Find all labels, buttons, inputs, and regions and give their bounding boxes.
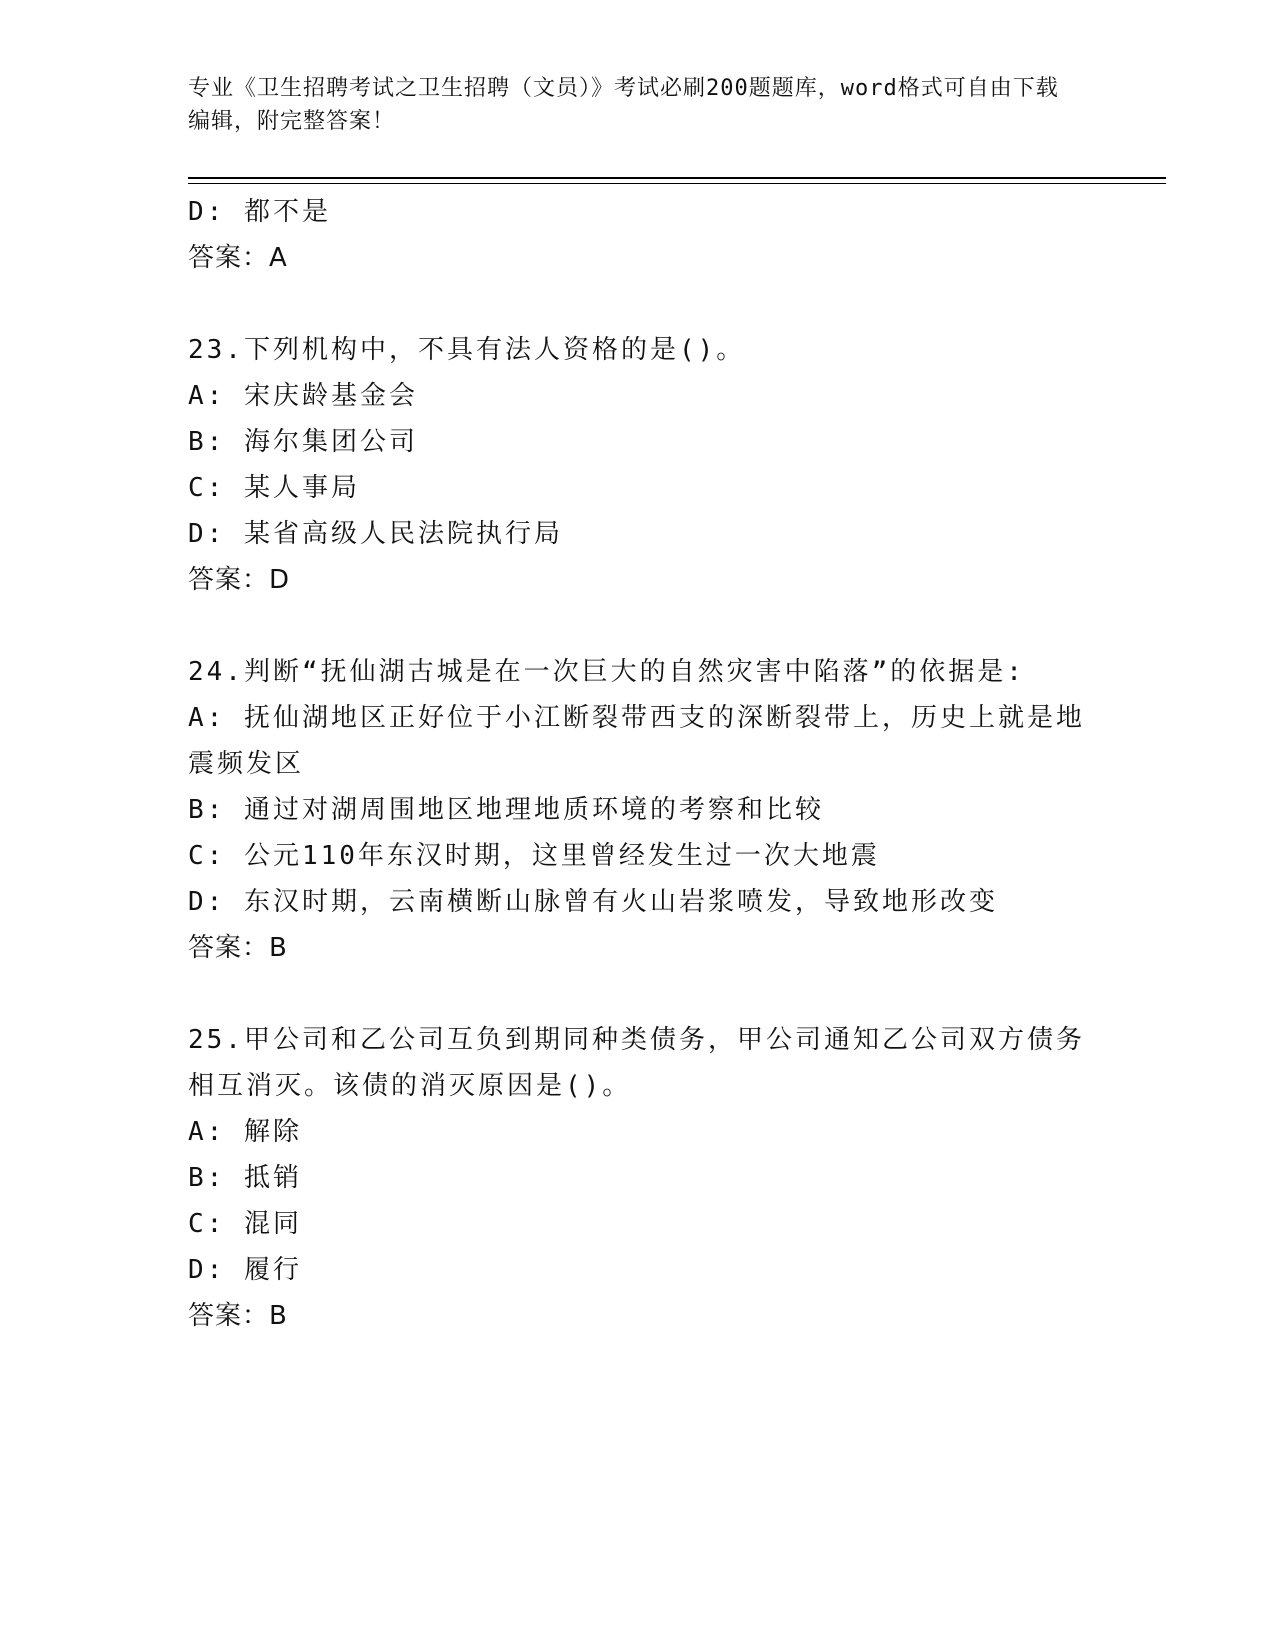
- option-key: B:: [188, 1163, 244, 1193]
- question-24: [188, 649, 1088, 971]
- option-text: 混同: [243, 1209, 302, 1239]
- answer: 答案：B: [188, 933, 288, 963]
- option-c: [188, 833, 1088, 879]
- option-key: D:: [188, 197, 244, 227]
- option-key: D:: [188, 887, 244, 917]
- option-key: A:: [188, 381, 244, 411]
- option-text: 抚仙湖地区正好位于小江断裂带西支的深断裂带上，历史上就是地震频发区: [188, 703, 1085, 779]
- question-stem: 25.甲公司和乙公司互负到期同种类债务，甲公司通知乙公司双方债务相互消灭。该债的消灭原因是()。: [188, 1025, 1085, 1101]
- header-rule-thick: [188, 177, 1166, 179]
- option-text: 解除: [243, 1117, 302, 1147]
- option-key: A:: [188, 703, 244, 733]
- option-key: C:: [188, 841, 244, 871]
- option-text: 海尔集团公司: [243, 427, 418, 457]
- answer: 答案：D: [188, 565, 291, 595]
- option-d: [188, 1247, 1088, 1293]
- option-key: C:: [188, 1209, 244, 1239]
- option-text: 履行: [243, 1255, 302, 1285]
- option-d: [188, 511, 1088, 557]
- option-key: D:: [188, 519, 244, 549]
- option-key: D:: [188, 1255, 244, 1285]
- prev-answer: 答案：A: [188, 243, 288, 273]
- document-header: 专业《卫生招聘考试之卫生招聘（文员）》考试必刷200题题库，word格式可自由下载编辑，附完整答案！: [188, 76, 1059, 134]
- option-text: 都不是: [243, 197, 331, 227]
- option-text: 某省高级人民法院执行局: [243, 519, 563, 549]
- question-23: [188, 327, 1088, 603]
- question-stem: 24.判断“抚仙湖古城是在一次巨大的自然灾害中陷落”的依据是:: [188, 657, 1025, 687]
- option-a: [188, 695, 1088, 787]
- option-text: 抵销: [243, 1163, 302, 1193]
- option-c: [188, 1201, 1088, 1247]
- option-key: B:: [188, 427, 244, 457]
- question-content: [188, 189, 1088, 1339]
- option-key: C:: [188, 473, 244, 503]
- option-b: [188, 1155, 1088, 1201]
- option-a: [188, 1109, 1088, 1155]
- option-b: [188, 787, 1088, 833]
- option-text: 公元110年东汉时期，这里曾经发生过一次大地震: [243, 841, 880, 871]
- option-c: [188, 465, 1088, 511]
- option-key: B:: [188, 795, 244, 825]
- option-d: [188, 879, 1088, 925]
- option-b: [188, 419, 1088, 465]
- question-stem: 23.下列机构中，不具有法人资格的是()。: [188, 335, 746, 365]
- option-text: 宋庆龄基金会: [243, 381, 418, 411]
- question-25: [188, 1017, 1088, 1339]
- prev-option-d: [188, 189, 1088, 235]
- option-text: 某人事局: [243, 473, 360, 503]
- answer: 答案：B: [188, 1301, 288, 1331]
- option-text: 东汉时期，云南横断山脉曾有火山岩浆喷发，导致地形改变: [243, 887, 998, 917]
- option-a: [188, 373, 1088, 419]
- option-key: A:: [188, 1117, 244, 1147]
- option-text: 通过对湖周围地区地理地质环境的考察和比较: [243, 795, 824, 825]
- header-rule-thin: [188, 183, 1166, 184]
